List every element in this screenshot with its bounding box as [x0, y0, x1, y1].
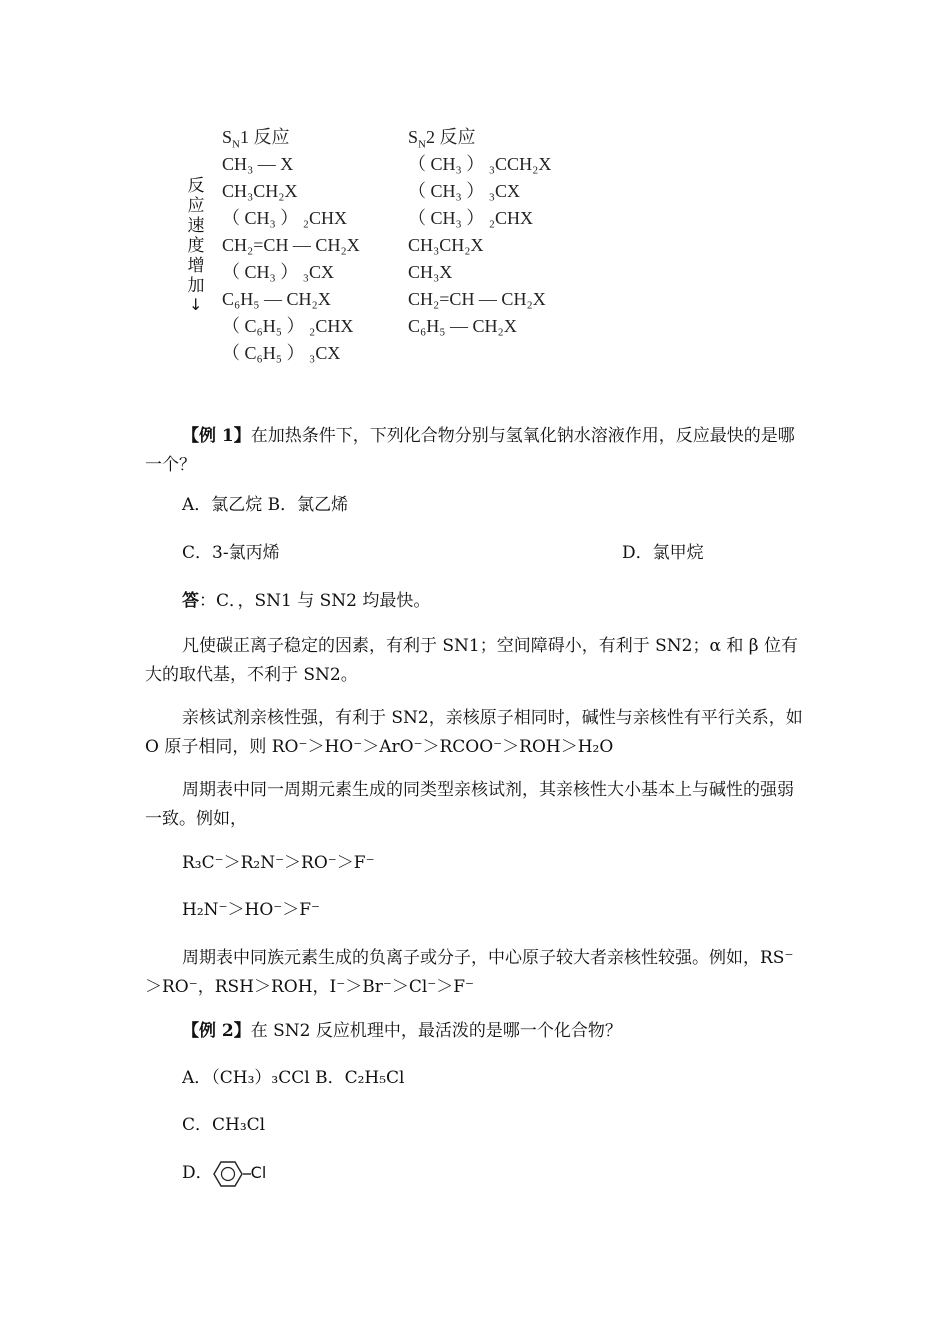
sn2-header-rest: 2 反应 [425, 127, 476, 147]
paragraph-period-trend: 周期表中同一周期元素生成的同类型亲核试剂，其亲核性大小基本上与碱性的强弱一致。例如， [145, 780, 794, 829]
paragraph-group-trend: 周期表中同族元素生成的负离子或分子，中心原子较大者亲核性较强。例如，RS⁻＞RO⁻，RSH＞ROH，I⁻＞Br⁻＞Cl⁻＞F⁻ [145, 948, 794, 997]
sn2-item: （ CH₃ ） ₂CHX [408, 208, 534, 228]
sn1-item: （ CH₃ ） ₂CHX [222, 208, 348, 228]
example1-answer [182, 587, 430, 616]
sn1-list [222, 151, 360, 367]
answer-label: 答 [182, 591, 199, 611]
nucleophile-series-2: H₂N⁻＞HO⁻＞F⁻ [182, 900, 320, 920]
nucleophile-series-1: R₃C⁻＞R₂N⁻＞RO⁻＞F⁻ [182, 853, 375, 873]
sn2-item: C₆H₅ — CH₂X [408, 316, 517, 336]
sn1-item: CH₂=CH — CH₂X [222, 235, 360, 255]
answer-text: ：C．，SN1 与 SN2 均最快。 [199, 591, 431, 611]
sn1-item: CH₃ — X [222, 154, 294, 174]
sn1-header-rest: 1 反应 [239, 127, 290, 147]
sn2-header-sub: N [418, 138, 426, 151]
sn2-header [408, 124, 475, 151]
example2-label: 【例 2】 [182, 1021, 251, 1041]
sn1-item: （ CH₃ ） ₃CX [222, 262, 335, 282]
sn1-item: （ C₆H₅ ） ₃CX [222, 343, 341, 363]
sn2-item: CH₃CH₂X [408, 235, 484, 255]
reaction-rate-increase-label: 反应速度增加 [187, 176, 205, 296]
example2-option-c: C．CH₃Cl [182, 1115, 266, 1135]
example1-option-ab: A．氯乙烷 B．氯乙烯 [182, 495, 349, 515]
sn1-item: CH₃CH₂X [222, 181, 298, 201]
paragraph-nucleophilicity: 亲核试剂亲核性强，有利于 SN2，亲核原子相同时，碱性与亲核性有平行关系，如 O 原子相同，则 RO⁻＞HO⁻＞ArO⁻＞RCOO⁻＞ROH＞H₂O [145, 708, 803, 757]
sn2-item: CH₃X [408, 262, 453, 282]
sn1-header-base: S [222, 127, 233, 147]
paragraph-carbocation: 凡使碳正离子稳定的因素，有利于 SN1；空间障碍小，有利于 SN2；α 和 β 位有大的取代基，不利于 SN2。 [145, 636, 798, 685]
sn1-header [222, 124, 289, 151]
example1-question-text: 在加热条件下，下列化合物分别与氢氧化钠水溶液作用，反应最快的是哪一个？ [145, 426, 795, 475]
sn1-header-sub: N [232, 138, 240, 151]
example2-question [182, 1017, 622, 1046]
sn2-item: （ CH₃ ） ₃CX [408, 181, 521, 201]
option-d-prefix: D． [182, 1163, 213, 1183]
option-d-substituent: Cl [250, 1163, 267, 1182]
example1-label: 【例 1】 [182, 426, 251, 446]
example2-option-d [182, 1158, 266, 1188]
sn1-item: （ C₆H₅ ） ₂CHX [222, 316, 354, 336]
example1-option-c: C．3-氯丙烯 [182, 543, 280, 563]
benzene-ring-icon [213, 1160, 243, 1188]
example1-question [145, 422, 805, 480]
sn2-header-base: S [408, 127, 419, 147]
example1-option-d: D．氯甲烷 [622, 543, 704, 563]
sn2-list [408, 151, 551, 340]
sn2-item: （ CH₃ ） ₃CCH₂X [408, 154, 552, 174]
down-arrow-icon: ↓ [189, 295, 203, 314]
bond-line-icon [243, 1160, 251, 1188]
sn1-item: C₆H₅ — CH₂X [222, 289, 331, 309]
sn2-item: CH₂=CH — CH₂X [408, 289, 546, 309]
example2-question-text: 在 SN2 反应机理中，最活泼的是哪一个化合物？ [250, 1021, 622, 1041]
example2-option-ab: A．（CH₃）₃CCl B．C₂H₅Cl [182, 1068, 405, 1088]
